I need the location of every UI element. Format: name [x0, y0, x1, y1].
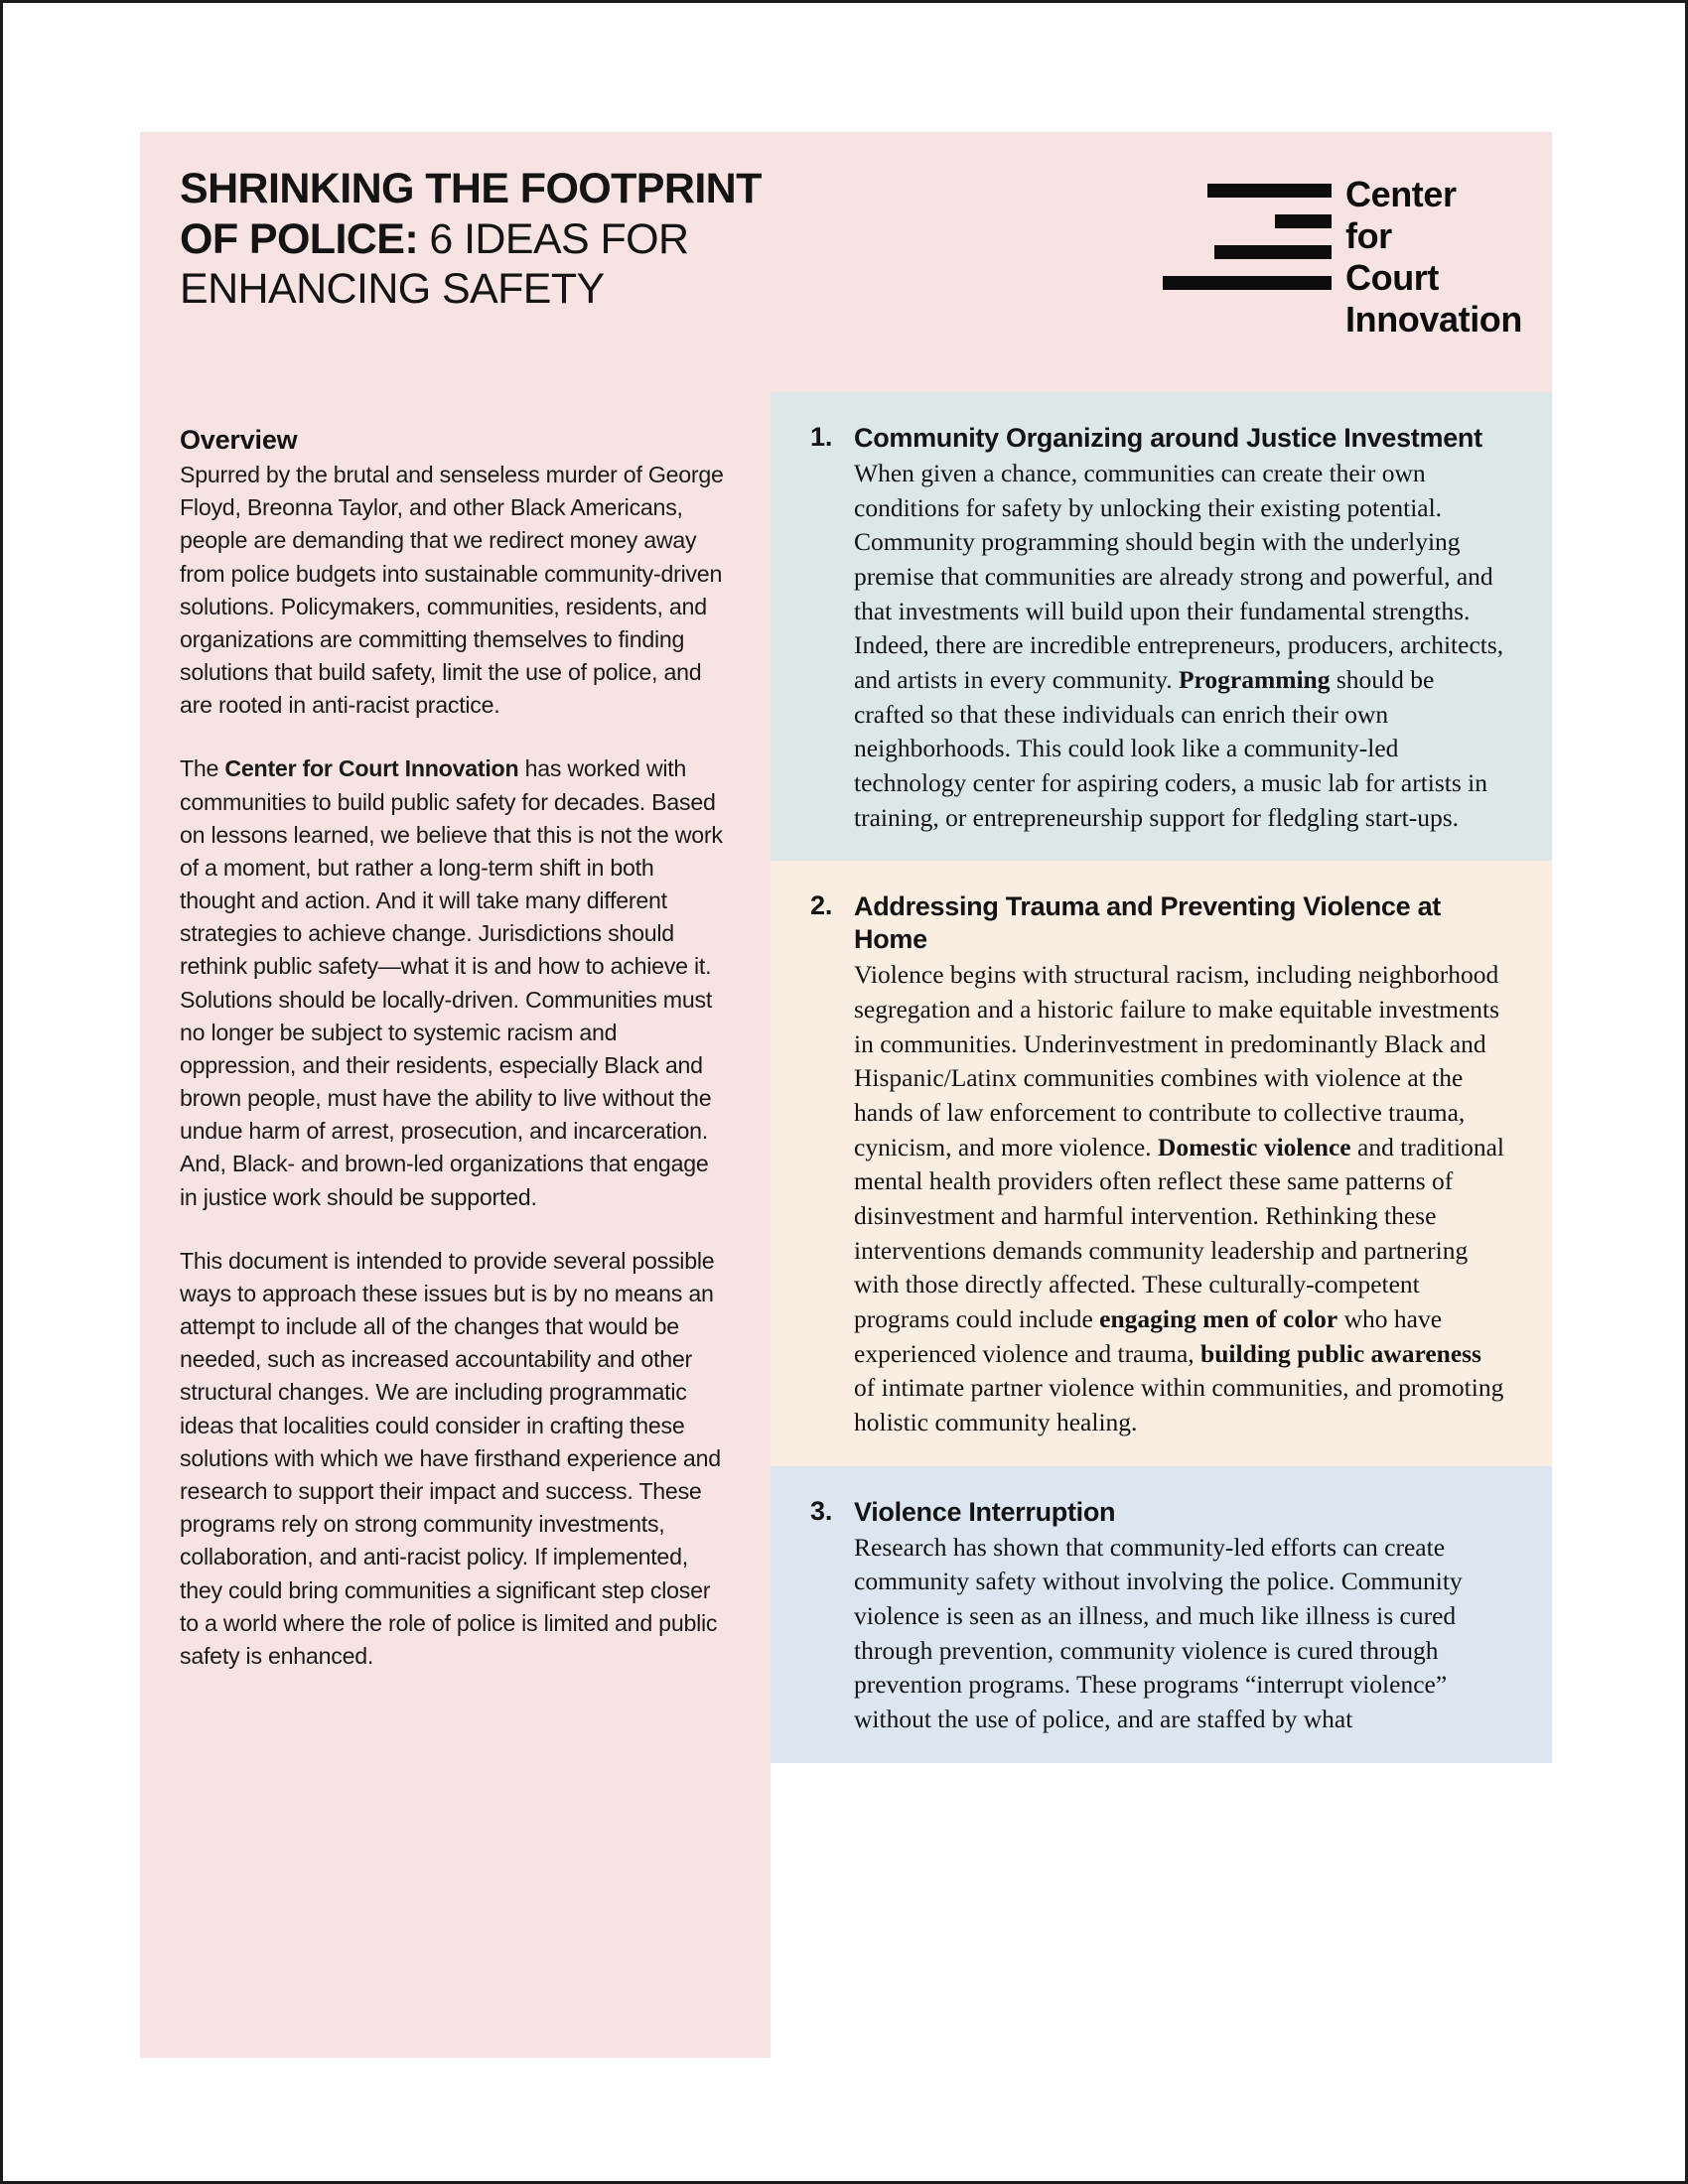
page-title-light-2: ENHANCING SAFETY [180, 265, 605, 314]
idea-card-2 [771, 861, 1552, 1465]
header-band [140, 132, 1552, 392]
overview-p2-post: has worked with communities to build public safety for decades. Based on lessons learned, we believe that this is not the work of a moment, but rather a long-term shift in both thought and action. And it will take many different strategies to achieve change. Jurisdictions should rethink public safety—what it is and how to achieve it. Solutions should be locally-driven. Communities must no longer be subject to systemic racism and oppression, and their residents, especially Black and brown people, must have the ability to live without the undue harm of arrest, prosecution, and incarceration. And, Black- and brown-led organizations that engage in justice work should be supported. [180, 755, 723, 1210]
idea-card-3 [771, 1466, 1552, 1763]
idea-2-bold-c: building public awareness [1200, 1338, 1481, 1368]
idea-1-header [810, 422, 1504, 455]
overview-heading: Overview [180, 425, 298, 455]
overview-column [140, 392, 771, 2058]
idea-1-title: Community Organizing around Justice Investment [854, 423, 1482, 453]
logo-line-4: Innovation [1345, 299, 1522, 341]
overview-paragraph-1: Spurred by the brutal and senseless murder of George Floyd, Breonna Taylor, and other Black Americans, people are demanding that we redirect money away from police budgets into sustainable community-driven solutions. Policymakers, communities, residents, and organizations are committing themselves to finding solutions that build safety, limit the use of police, and are rooted in anti-racist practice. [180, 462, 724, 719]
page-title [180, 164, 1004, 315]
idea-2-text-a: Violence begins with structural racism, including neighborhood segregation and a historic failure to make equitable investments in communities. Underinvestment in predominantly Black and Hispanic/Latinx communities combines with violence at the hands of law enforcement to contribute to collective trauma, cynicism, and more violence. [854, 960, 1500, 1161]
logo-bar-2 [1275, 214, 1332, 228]
overview-paragraph-2 [180, 752, 731, 1213]
logo-bar-4 [1163, 276, 1332, 290]
overview-p2-pre: The [180, 755, 225, 782]
logo-bar-1 [1207, 184, 1332, 198]
idea-1-text-a: When given a chance, communities can create their own conditions for safety by unlocking their existing potential. Community programming should begin with the underlying premise that communities are already strong and powerful, and that investments will build upon their fundamental strengths. Indeed, there are incredible entrepreneurs, producers, architects, and artists in every community. [854, 458, 1504, 694]
overview-p2-org-name: Center for Court Innovation [224, 755, 519, 782]
page-title-strong-2: OF POLICE: [180, 214, 419, 263]
body-columns [140, 392, 1552, 2058]
overview-paragraph-3: This document is intended to provide several possible ways to approach these issues but is by no means an attempt to include all of the changes that would be needed, such as increased accountability and other structural changes. We are including programmatic ideas that localities could consider in crafting these solutions with which we have firsthand experience and research to support their impact and success. These programs rely on strong community investments, collaboration, and anti-racist policy. If implemented, they could bring communities a significant step closer to a world where the role of police is limited and public safety is enhanced. [180, 1247, 721, 1669]
logo-wordmark [1345, 174, 1522, 341]
idea-2-title: Addressing Trauma and Preventing Violence at Home [854, 891, 1441, 955]
idea-2-text-b: and traditional mental health providers often reflect these same patterns of disinvestment and harmful intervention. Rethinking these interventions demands community leadership and partnering with those directly affected. These culturally-competent programs could include [854, 1132, 1505, 1333]
idea-2-number: 2. [810, 890, 833, 921]
idea-3-body: Research has shown that community-led efforts can create community safety without involving the police. Community violence is seen as an illness, and much like illness is cured through prevention, community violence is cured through prevention programs. These programs “interrupt violence” without the use of police, and are staffed by what [854, 1532, 1463, 1733]
page-title-light: 6 IDEAS FOR [418, 214, 689, 263]
idea-3-title: Violence Interruption [854, 1496, 1116, 1527]
idea-card-1 [771, 392, 1552, 861]
logo-bars-icon [1173, 174, 1332, 290]
page-title-strong: SHRINKING THE FOOTPRINT [180, 165, 762, 212]
idea-1-bold-a: Programming [1178, 664, 1331, 694]
idea-2-header [810, 890, 1504, 956]
idea-2-bold-a: Domestic violence [1157, 1132, 1351, 1161]
idea-2-text-c: who have experienced violence and trauma, [854, 1303, 1443, 1368]
ideas-column [771, 392, 1552, 2058]
center-for-court-innovation-logo [1173, 174, 1522, 341]
idea-2-bold-b: engaging men of color [1099, 1303, 1338, 1333]
idea-1-body [854, 457, 1504, 835]
logo-line-1: Center [1345, 174, 1457, 214]
idea-2-text-d: of intimate partner violence within communities, and promoting holistic community healing. [854, 1373, 1504, 1436]
idea-1-number: 1. [810, 422, 833, 452]
idea-2-body [854, 958, 1504, 1439]
logo-line-3: Court [1345, 257, 1439, 299]
idea-3-header [810, 1496, 1504, 1529]
logo-line-2: for [1345, 215, 1392, 257]
logo-bar-3 [1214, 245, 1332, 259]
idea-1-text-b: should be crafted so that these individuals can enrich their own neighborhoods. This could look like a community-led technology center for aspiring coders, a music lab for artists in training, or entrepreneurship support for fledgling start-ups. [854, 664, 1488, 832]
idea-3-number: 3. [810, 1495, 833, 1526]
fact-sheet [140, 132, 1552, 2058]
